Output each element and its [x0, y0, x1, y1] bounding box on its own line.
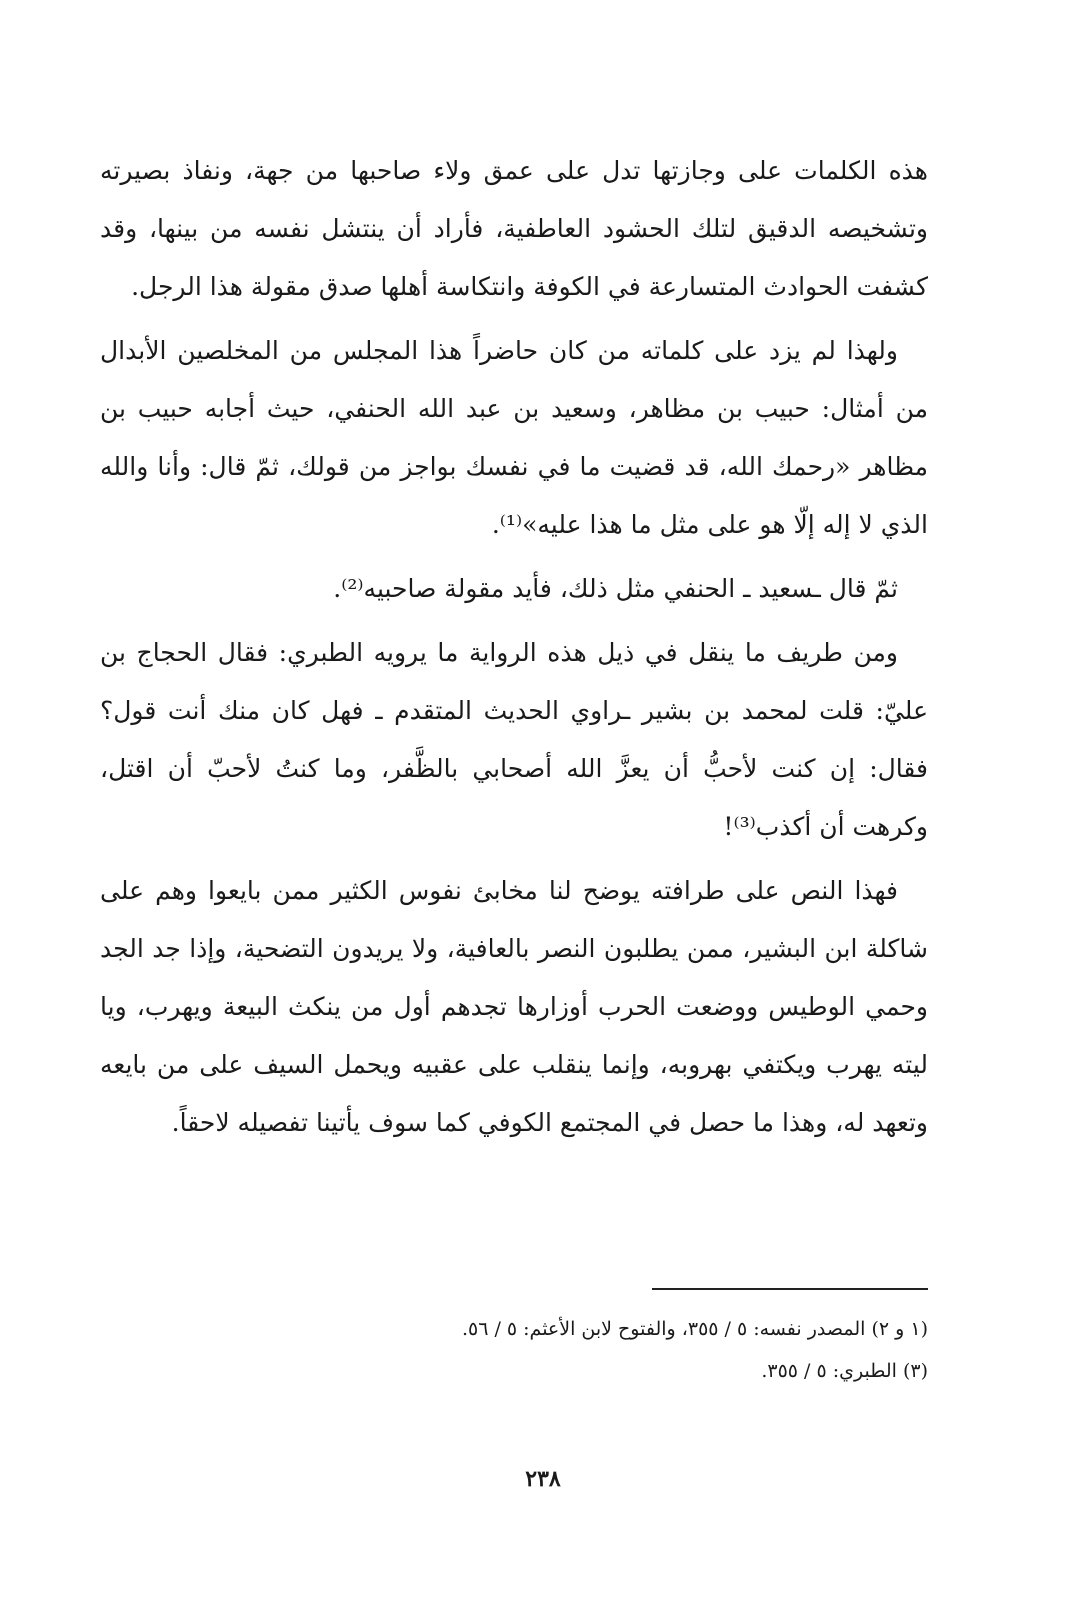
- paragraph-4: ومن طريف ما ينقل في ذيل هذه الرواية ما يرويه الطبري: فقال الحجاج بن عليّ: قلت لمحمد بن بشير ـراوي الحديث المتقدم ـ فهل كان منك أنت قول؟ فقال: إن كنت لأحبُّ أن يعزَّ الله أصحابي بالظَّفر، وما كنتُ لأحبّ أن اقتل، وكرهت أن أكذب⁽³⁾!: [100, 638, 928, 841]
- paragraph-1: هذه الكلمات على وجازتها تدل على عمق ولاء صاحبها من جهة، ونفاذ بصيرته وتشخيصه الدقيق لتلك الحشود العاطفية، فأراد أن ينتشل نفسه من بينها، وقد كشفت الحوادث المتسارعة في الكوفة وانتكاسة أهلها صدق مقولة هذا الرجل.: [100, 156, 928, 301]
- footnote-divider: [652, 1288, 928, 1290]
- paragraph-5: فهذا النص على طرافته يوضح لنا مخابئ نفوس الكثير ممن بايعوا وهم على شاكلة ابن البشير، ممن يطلبون النصر بالعافية، ولا يريدون التضحية، وإذا جد الجد وحمي الوطيس ووضعت الحرب أوزارها تجدهم أول من ينكث البيعة ويهرب، ويا ليته يهرب ويكتفي بهروبه، وإنما ينقلب على عقبيه ويحمل السيف على من بايعه وتعهد له، وهذا ما حصل في المجتمع الكوفي كما سوف يأتينا تفصيله لاحقاً.: [100, 876, 928, 1137]
- footnotes: [228, 1308, 928, 1392]
- paragraph-2: ولهذا لم يزد على كلماته من كان حاضراً هذا المجلس من المخلصين الأبدال من أمثال: حبيب بن مظاهر، وسعيد بن عبد الله الحنفي، حيث أجابه حبيب بن مظاهر «رحمك الله، قد قضيت ما في نفسك بواجز من قولك، ثمّ قال: وأنا والله الذي لا إله إلّا هو على مثل ما هذا عليه»⁽¹⁾.: [100, 336, 928, 539]
- paragraph-3: ثمّ قال ـسعيد ـ الحنفي مثل ذلك، فأيد مقولة صاحبيه⁽²⁾.: [333, 574, 898, 603]
- page-number: ٢٣٨: [525, 1466, 561, 1492]
- footnote-1: (١ و ٢) المصدر نفسه: ٥ / ٣٥٥، والفتوح لابن الأعثم: ٥ / ٥٦.: [461, 1318, 928, 1340]
- footnote-2: (٣) الطبري: ٥ / ٣٥٥.: [761, 1360, 928, 1382]
- page-body: [100, 142, 928, 1158]
